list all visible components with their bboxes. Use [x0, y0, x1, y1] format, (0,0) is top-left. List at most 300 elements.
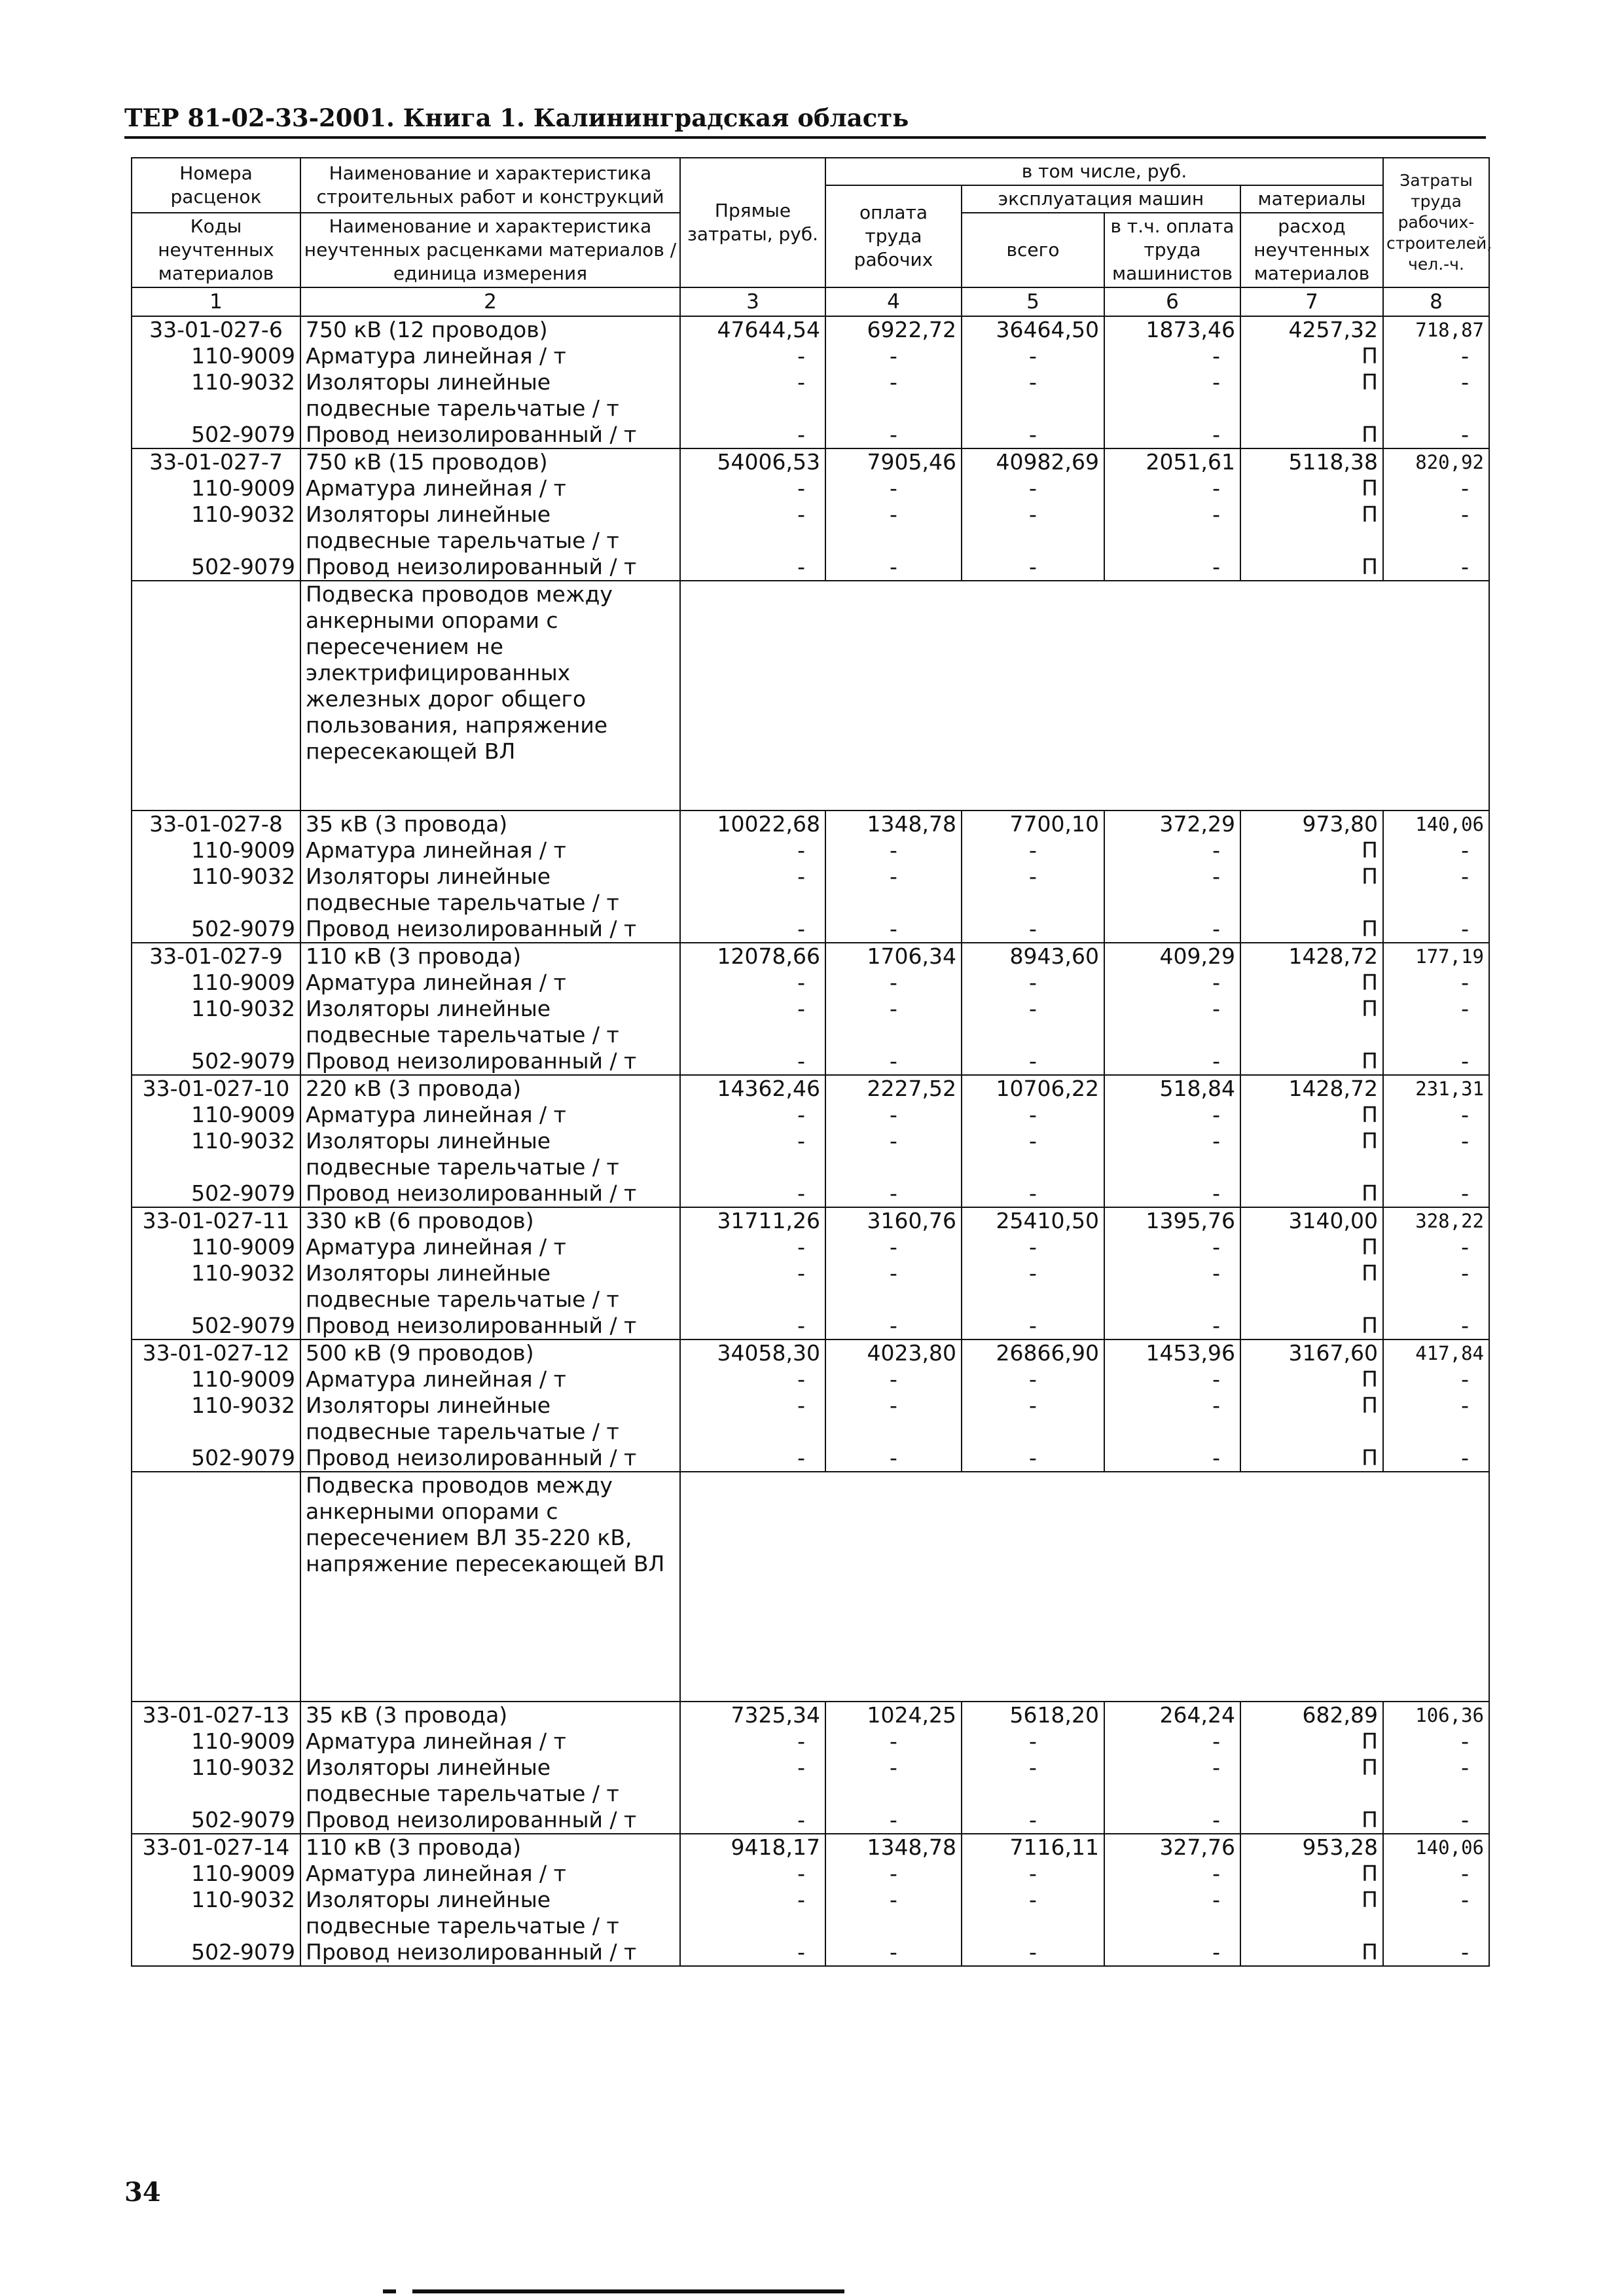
empty-cell [132, 581, 300, 811]
rate-value: 4257,32 [1240, 316, 1383, 343]
rate-name: 35 кВ (3 провода) [300, 1702, 680, 1728]
dash-cell: - [680, 501, 825, 554]
dash-cell: - [962, 554, 1104, 581]
rate-name: 110 кВ (3 провода) [300, 943, 680, 970]
rate-value: 47644,54 [680, 316, 825, 343]
section-heading-row [132, 581, 1489, 811]
dash-cell: - [1104, 916, 1240, 943]
bottom-rule-short [383, 2289, 396, 2293]
material-code: 502-9079 [132, 1807, 300, 1834]
material-name: Изоляторы линейные подвесные тарельчатые / т [300, 1128, 680, 1180]
bottom-rule-long [412, 2289, 844, 2293]
column-number: 7 [1240, 287, 1383, 316]
dash-cell: - [962, 1728, 1104, 1755]
rate-code: 33-01-027-11 [132, 1207, 300, 1234]
material-name: Провод неизолированный / т [300, 916, 680, 943]
material-mark: П [1240, 1234, 1383, 1260]
material-code: 502-9079 [132, 1939, 300, 1966]
dash-cell: - [1104, 1048, 1240, 1075]
empty-cell [680, 581, 1489, 811]
rate-value: 973,80 [1240, 811, 1383, 837]
dash-cell: - [825, 996, 962, 1048]
column-numbers-row [132, 287, 1489, 316]
rate-row [132, 1207, 1489, 1234]
dash-cell: - [825, 343, 962, 369]
dash-cell: - [680, 1861, 825, 1887]
dash-cell: - [962, 1260, 1104, 1313]
rate-value: 54006,53 [680, 448, 825, 475]
material-name: Провод неизолированный / т [300, 422, 680, 448]
empty-cell [132, 1472, 300, 1702]
dash-cell: - [1383, 1180, 1489, 1207]
material-code: 110-9032 [132, 996, 300, 1048]
material-mark: П [1240, 837, 1383, 864]
material-name: Арматура линейная / т [300, 970, 680, 996]
rate-value: 264,24 [1104, 1702, 1240, 1728]
dash-cell: - [962, 422, 1104, 448]
material-name: Изоляторы линейные подвесные тарельчатые / т [300, 1887, 680, 1939]
rate-value: 1348,78 [825, 811, 962, 837]
material-mark: П [1240, 501, 1383, 554]
dash-cell: - [680, 343, 825, 369]
dash-cell: - [962, 1445, 1104, 1472]
rate-code: 33-01-027-14 [132, 1834, 300, 1861]
col-name-top: Наименование и характеристика строительных работ и конструкций [300, 158, 680, 213]
rate-code: 33-01-027-12 [132, 1339, 300, 1366]
rate-value: 26866,90 [962, 1339, 1104, 1366]
material-name: Провод неизолированный / т [300, 1939, 680, 1966]
material-code: 110-9009 [132, 1234, 300, 1260]
dash-cell: - [825, 864, 962, 916]
material-code: 502-9079 [132, 916, 300, 943]
material-row [132, 1393, 1489, 1445]
column-number: 5 [962, 287, 1104, 316]
dash-cell: - [1104, 1887, 1240, 1939]
dash-cell: - [1104, 369, 1240, 422]
material-code: 110-9032 [132, 1128, 300, 1180]
dash-cell: - [1104, 1755, 1240, 1807]
dash-cell: - [680, 1728, 825, 1755]
rate-value: 10706,22 [962, 1075, 1104, 1102]
rate-value: 518,84 [1104, 1075, 1240, 1102]
material-name: Арматура линейная / т [300, 1861, 680, 1887]
dash-cell: - [825, 1128, 962, 1180]
dash-cell: - [825, 1728, 962, 1755]
section-heading: Подвеска проводов между анкерными опорами с пересечением не электрифицированных железных дорог общего пользования, напряжение пересекающей ВЛ [300, 581, 680, 811]
dash-cell: - [1383, 1939, 1489, 1966]
material-name: Изоляторы линейные подвесные тарельчатые / т [300, 996, 680, 1048]
material-mark: П [1240, 864, 1383, 916]
dash-cell: - [1383, 837, 1489, 864]
rate-row [132, 811, 1489, 837]
table-body [132, 316, 1489, 1966]
material-name: Провод неизолированный / т [300, 1445, 680, 1472]
dash-cell: - [825, 1755, 962, 1807]
material-code: 110-9032 [132, 1887, 300, 1939]
rate-row [132, 943, 1489, 970]
dash-cell: - [1383, 1313, 1489, 1339]
dash-cell: - [1383, 501, 1489, 554]
dash-cell: - [825, 1260, 962, 1313]
rate-value: 5118,38 [1240, 448, 1383, 475]
material-row [132, 1807, 1489, 1834]
dash-cell: - [1383, 1755, 1489, 1807]
material-row [132, 996, 1489, 1048]
rate-code: 33-01-027-13 [132, 1702, 300, 1728]
rate-name: 500 кВ (9 проводов) [300, 1339, 680, 1366]
dash-cell: - [1104, 1807, 1240, 1834]
dash-cell: - [825, 837, 962, 864]
material-mark: П [1240, 1861, 1383, 1887]
material-row [132, 864, 1489, 916]
material-name: Арматура линейная / т [300, 343, 680, 369]
material-row [132, 1260, 1489, 1313]
dash-cell: - [962, 1128, 1104, 1180]
table-header [132, 158, 1492, 316]
dash-cell: - [962, 916, 1104, 943]
rate-value: 372,29 [1104, 811, 1240, 837]
page-number: 34 [124, 2177, 161, 2208]
dash-cell: - [1383, 369, 1489, 422]
material-name: Провод неизолированный / т [300, 1048, 680, 1075]
dash-cell: - [825, 1887, 962, 1939]
labor-value: 177,19 [1383, 943, 1489, 970]
material-name: Изоляторы линейные подвесные тарельчатые / т [300, 864, 680, 916]
material-name: Арматура линейная / т [300, 1728, 680, 1755]
material-code: 502-9079 [132, 422, 300, 448]
dash-cell: - [825, 422, 962, 448]
dash-cell: - [962, 1366, 1104, 1393]
material-mark: П [1240, 1366, 1383, 1393]
rate-value: 40982,69 [962, 448, 1104, 475]
material-name: Изоляторы линейные подвесные тарельчатые / т [300, 1755, 680, 1807]
column-number: 4 [825, 287, 962, 316]
material-mark: П [1240, 554, 1383, 581]
rate-name: 330 кВ (6 проводов) [300, 1207, 680, 1234]
material-name: Арматура линейная / т [300, 475, 680, 501]
dash-cell: - [825, 1445, 962, 1472]
material-mark: П [1240, 1755, 1383, 1807]
material-name: Арматура линейная / т [300, 1234, 680, 1260]
rate-code: 33-01-027-6 [132, 316, 300, 343]
material-row [132, 970, 1489, 996]
material-name: Провод неизолированный / т [300, 1313, 680, 1339]
dash-cell: - [1383, 475, 1489, 501]
rate-value: 6922,72 [825, 316, 962, 343]
col-codes-bottom: Коды неучтенных материалов [132, 213, 300, 287]
dash-cell: - [680, 422, 825, 448]
rates-table [131, 157, 1490, 1967]
dash-cell: - [962, 343, 1104, 369]
dash-cell: - [962, 1180, 1104, 1207]
dash-cell: - [962, 1313, 1104, 1339]
col-materials-usage: расход неучтенных материалов [1240, 213, 1383, 287]
dash-cell: - [1104, 343, 1240, 369]
material-code: 110-9032 [132, 864, 300, 916]
material-row [132, 554, 1489, 581]
rate-value: 5618,20 [962, 1702, 1104, 1728]
rate-value: 34058,30 [680, 1339, 825, 1366]
dash-cell: - [1383, 1234, 1489, 1260]
dash-cell: - [825, 501, 962, 554]
material-mark: П [1240, 1807, 1383, 1834]
rate-value: 14362,46 [680, 1075, 825, 1102]
dash-cell: - [825, 1313, 962, 1339]
rate-value: 3167,60 [1240, 1339, 1383, 1366]
dash-cell: - [962, 1887, 1104, 1939]
dash-cell: - [1104, 970, 1240, 996]
rate-value: 1428,72 [1240, 943, 1383, 970]
column-number: 6 [1104, 287, 1240, 316]
rate-row [132, 1339, 1489, 1366]
material-mark: П [1240, 1887, 1383, 1939]
dash-cell: - [1383, 1102, 1489, 1128]
column-number: 3 [680, 287, 825, 316]
material-mark: П [1240, 343, 1383, 369]
dash-cell: - [1104, 1861, 1240, 1887]
dash-cell: - [825, 1180, 962, 1207]
dash-cell: - [1104, 837, 1240, 864]
rate-name: 110 кВ (3 провода) [300, 1834, 680, 1861]
column-number: 2 [300, 287, 680, 316]
material-row [132, 1445, 1489, 1472]
material-row [132, 1939, 1489, 1966]
dash-cell: - [825, 1807, 962, 1834]
dash-cell: - [680, 369, 825, 422]
dash-cell: - [680, 1234, 825, 1260]
dash-cell: - [1383, 1445, 1489, 1472]
dash-cell: - [1383, 1260, 1489, 1313]
material-mark: П [1240, 422, 1383, 448]
dash-cell: - [1383, 1861, 1489, 1887]
material-row [132, 501, 1489, 554]
material-mark: П [1240, 970, 1383, 996]
material-name: Изоляторы линейные подвесные тарельчатые / т [300, 501, 680, 554]
material-code: 110-9009 [132, 837, 300, 864]
dash-cell: - [1104, 1393, 1240, 1445]
rate-value: 409,29 [1104, 943, 1240, 970]
dash-cell: - [680, 1445, 825, 1472]
rate-value: 2051,61 [1104, 448, 1240, 475]
material-row [132, 1048, 1489, 1075]
dash-cell: - [1104, 1366, 1240, 1393]
rate-code: 33-01-027-8 [132, 811, 300, 837]
material-row [132, 1861, 1489, 1887]
material-code: 110-9009 [132, 475, 300, 501]
rate-name: 750 кВ (15 проводов) [300, 448, 680, 475]
material-name: Изоляторы линейные подвесные тарельчатые / т [300, 1260, 680, 1313]
material-mark: П [1240, 1313, 1383, 1339]
rate-value: 1348,78 [825, 1834, 962, 1861]
dash-cell: - [825, 369, 962, 422]
labor-value: 140,06 [1383, 811, 1489, 837]
dash-cell: - [1104, 1102, 1240, 1128]
material-row [132, 475, 1489, 501]
material-mark: П [1240, 1939, 1383, 1966]
material-mark: П [1240, 996, 1383, 1048]
dash-cell: - [1104, 501, 1240, 554]
material-row [132, 369, 1489, 422]
dash-cell: - [680, 864, 825, 916]
dash-cell: - [680, 1180, 825, 1207]
material-name: Арматура линейная / т [300, 837, 680, 864]
dash-cell: - [1383, 1807, 1489, 1834]
material-code: 110-9009 [132, 1366, 300, 1393]
rate-value: 1873,46 [1104, 316, 1240, 343]
labor-value: 417,84 [1383, 1339, 1489, 1366]
dash-cell: - [1383, 554, 1489, 581]
material-code: 110-9032 [132, 1260, 300, 1313]
col-direct-costs: Прямые затраты, руб. [680, 158, 825, 287]
material-code: 110-9009 [132, 970, 300, 996]
material-code: 110-9032 [132, 1755, 300, 1807]
dash-cell: - [825, 1393, 962, 1445]
dash-cell: - [962, 1234, 1104, 1260]
dash-cell: - [1383, 422, 1489, 448]
rate-value: 25410,50 [962, 1207, 1104, 1234]
dash-cell: - [680, 1048, 825, 1075]
dash-cell: - [962, 1755, 1104, 1807]
labor-value: 106,36 [1383, 1702, 1489, 1728]
dash-cell: - [1104, 1260, 1240, 1313]
material-mark: П [1240, 369, 1383, 422]
material-code: 502-9079 [132, 554, 300, 581]
rate-value: 8943,60 [962, 943, 1104, 970]
material-code: 502-9079 [132, 1048, 300, 1075]
dash-cell: - [680, 970, 825, 996]
material-name: Провод неизолированный / т [300, 554, 680, 581]
material-mark: П [1240, 475, 1383, 501]
dash-cell: - [680, 1755, 825, 1807]
dash-cell: - [1383, 1366, 1489, 1393]
dash-cell: - [825, 970, 962, 996]
dash-cell: - [962, 1939, 1104, 1966]
labor-value: 231,31 [1383, 1075, 1489, 1102]
dash-cell: - [825, 1861, 962, 1887]
material-row [132, 1234, 1489, 1260]
labor-value: 328,22 [1383, 1207, 1489, 1234]
section-heading-row [132, 1472, 1489, 1702]
dash-cell: - [680, 554, 825, 581]
labor-value: 820,92 [1383, 448, 1489, 475]
dash-cell: - [962, 475, 1104, 501]
rate-value: 10022,68 [680, 811, 825, 837]
col-materials: материалы [1240, 185, 1383, 213]
dash-cell: - [1383, 1393, 1489, 1445]
rate-value: 682,89 [1240, 1702, 1383, 1728]
material-row [132, 1313, 1489, 1339]
dash-cell: - [1104, 1128, 1240, 1180]
section-heading: Подвеска проводов между анкерными опорами с пересечением ВЛ 35-220 кВ, напряжение пересекающей ВЛ [300, 1472, 680, 1702]
dash-cell: - [680, 1128, 825, 1180]
column-number: 8 [1383, 287, 1489, 316]
dash-cell: - [1383, 916, 1489, 943]
dash-cell: - [1104, 1939, 1240, 1966]
dash-cell: - [962, 1048, 1104, 1075]
dash-cell: - [1104, 475, 1240, 501]
material-row [132, 1755, 1489, 1807]
dash-cell: - [1104, 1728, 1240, 1755]
rate-code: 33-01-027-10 [132, 1075, 300, 1102]
material-mark: П [1240, 1728, 1383, 1755]
material-code: 110-9032 [132, 369, 300, 422]
dash-cell: - [680, 1887, 825, 1939]
rate-code: 33-01-027-9 [132, 943, 300, 970]
rate-value: 3140,00 [1240, 1207, 1383, 1234]
dash-cell: - [1383, 343, 1489, 369]
rate-value: 1453,96 [1104, 1339, 1240, 1366]
material-code: 110-9009 [132, 1861, 300, 1887]
rate-value: 4023,80 [825, 1339, 962, 1366]
material-name: Изоляторы линейные подвесные тарельчатые / т [300, 1393, 680, 1445]
rate-value: 3160,76 [825, 1207, 962, 1234]
dash-cell: - [680, 475, 825, 501]
material-mark: П [1240, 1445, 1383, 1472]
dash-cell: - [962, 1393, 1104, 1445]
material-mark: П [1240, 1180, 1383, 1207]
dash-cell: - [1104, 1180, 1240, 1207]
dash-cell: - [825, 475, 962, 501]
dash-cell: - [680, 916, 825, 943]
material-row [132, 1102, 1489, 1128]
rate-name: 220 кВ (3 провода) [300, 1075, 680, 1102]
col-including: в том числе, руб. [825, 158, 1383, 185]
material-row [132, 343, 1489, 369]
labor-value: 140,06 [1383, 1834, 1489, 1861]
dash-cell: - [825, 1234, 962, 1260]
dash-cell: - [962, 1807, 1104, 1834]
rate-value: 7905,46 [825, 448, 962, 475]
col-machines-total: всего [962, 213, 1104, 287]
dash-cell: - [1383, 996, 1489, 1048]
rate-value: 7116,11 [962, 1834, 1104, 1861]
rate-value: 1706,34 [825, 943, 962, 970]
dash-cell: - [825, 1048, 962, 1075]
labor-value: 718,87 [1383, 316, 1489, 343]
dash-cell: - [680, 1807, 825, 1834]
empty-cell [680, 1472, 1489, 1702]
dash-cell: - [825, 1366, 962, 1393]
material-row [132, 422, 1489, 448]
rate-value: 7700,10 [962, 811, 1104, 837]
dash-cell: - [1383, 864, 1489, 916]
dash-cell: - [825, 1939, 962, 1966]
rate-row [132, 316, 1489, 343]
rate-value: 9418,17 [680, 1834, 825, 1861]
material-code: 110-9032 [132, 1393, 300, 1445]
col-machines: эксплуатация машин [962, 185, 1240, 213]
dash-cell: - [962, 1861, 1104, 1887]
dash-cell: - [680, 1313, 825, 1339]
rate-row [132, 1834, 1489, 1861]
col-labor-costs: Затраты труда рабочих-строителей, чел.-ч. [1383, 158, 1489, 287]
page-header: ТЕР 81-02-33-2001. Книга 1. Калининградская область [124, 103, 1486, 139]
dash-cell: - [1104, 1313, 1240, 1339]
material-code: 502-9079 [132, 1313, 300, 1339]
col-machines-wages: в т.ч. оплата труда машинистов [1104, 213, 1240, 287]
rate-value: 31711,26 [680, 1207, 825, 1234]
material-row [132, 1366, 1489, 1393]
material-row [132, 916, 1489, 943]
material-row [132, 1728, 1489, 1755]
dash-cell: - [1104, 996, 1240, 1048]
material-mark: П [1240, 1128, 1383, 1180]
dash-cell: - [680, 1939, 825, 1966]
dash-cell: - [1104, 864, 1240, 916]
dash-cell: - [680, 1393, 825, 1445]
dash-cell: - [1383, 1887, 1489, 1939]
material-row [132, 1180, 1489, 1207]
